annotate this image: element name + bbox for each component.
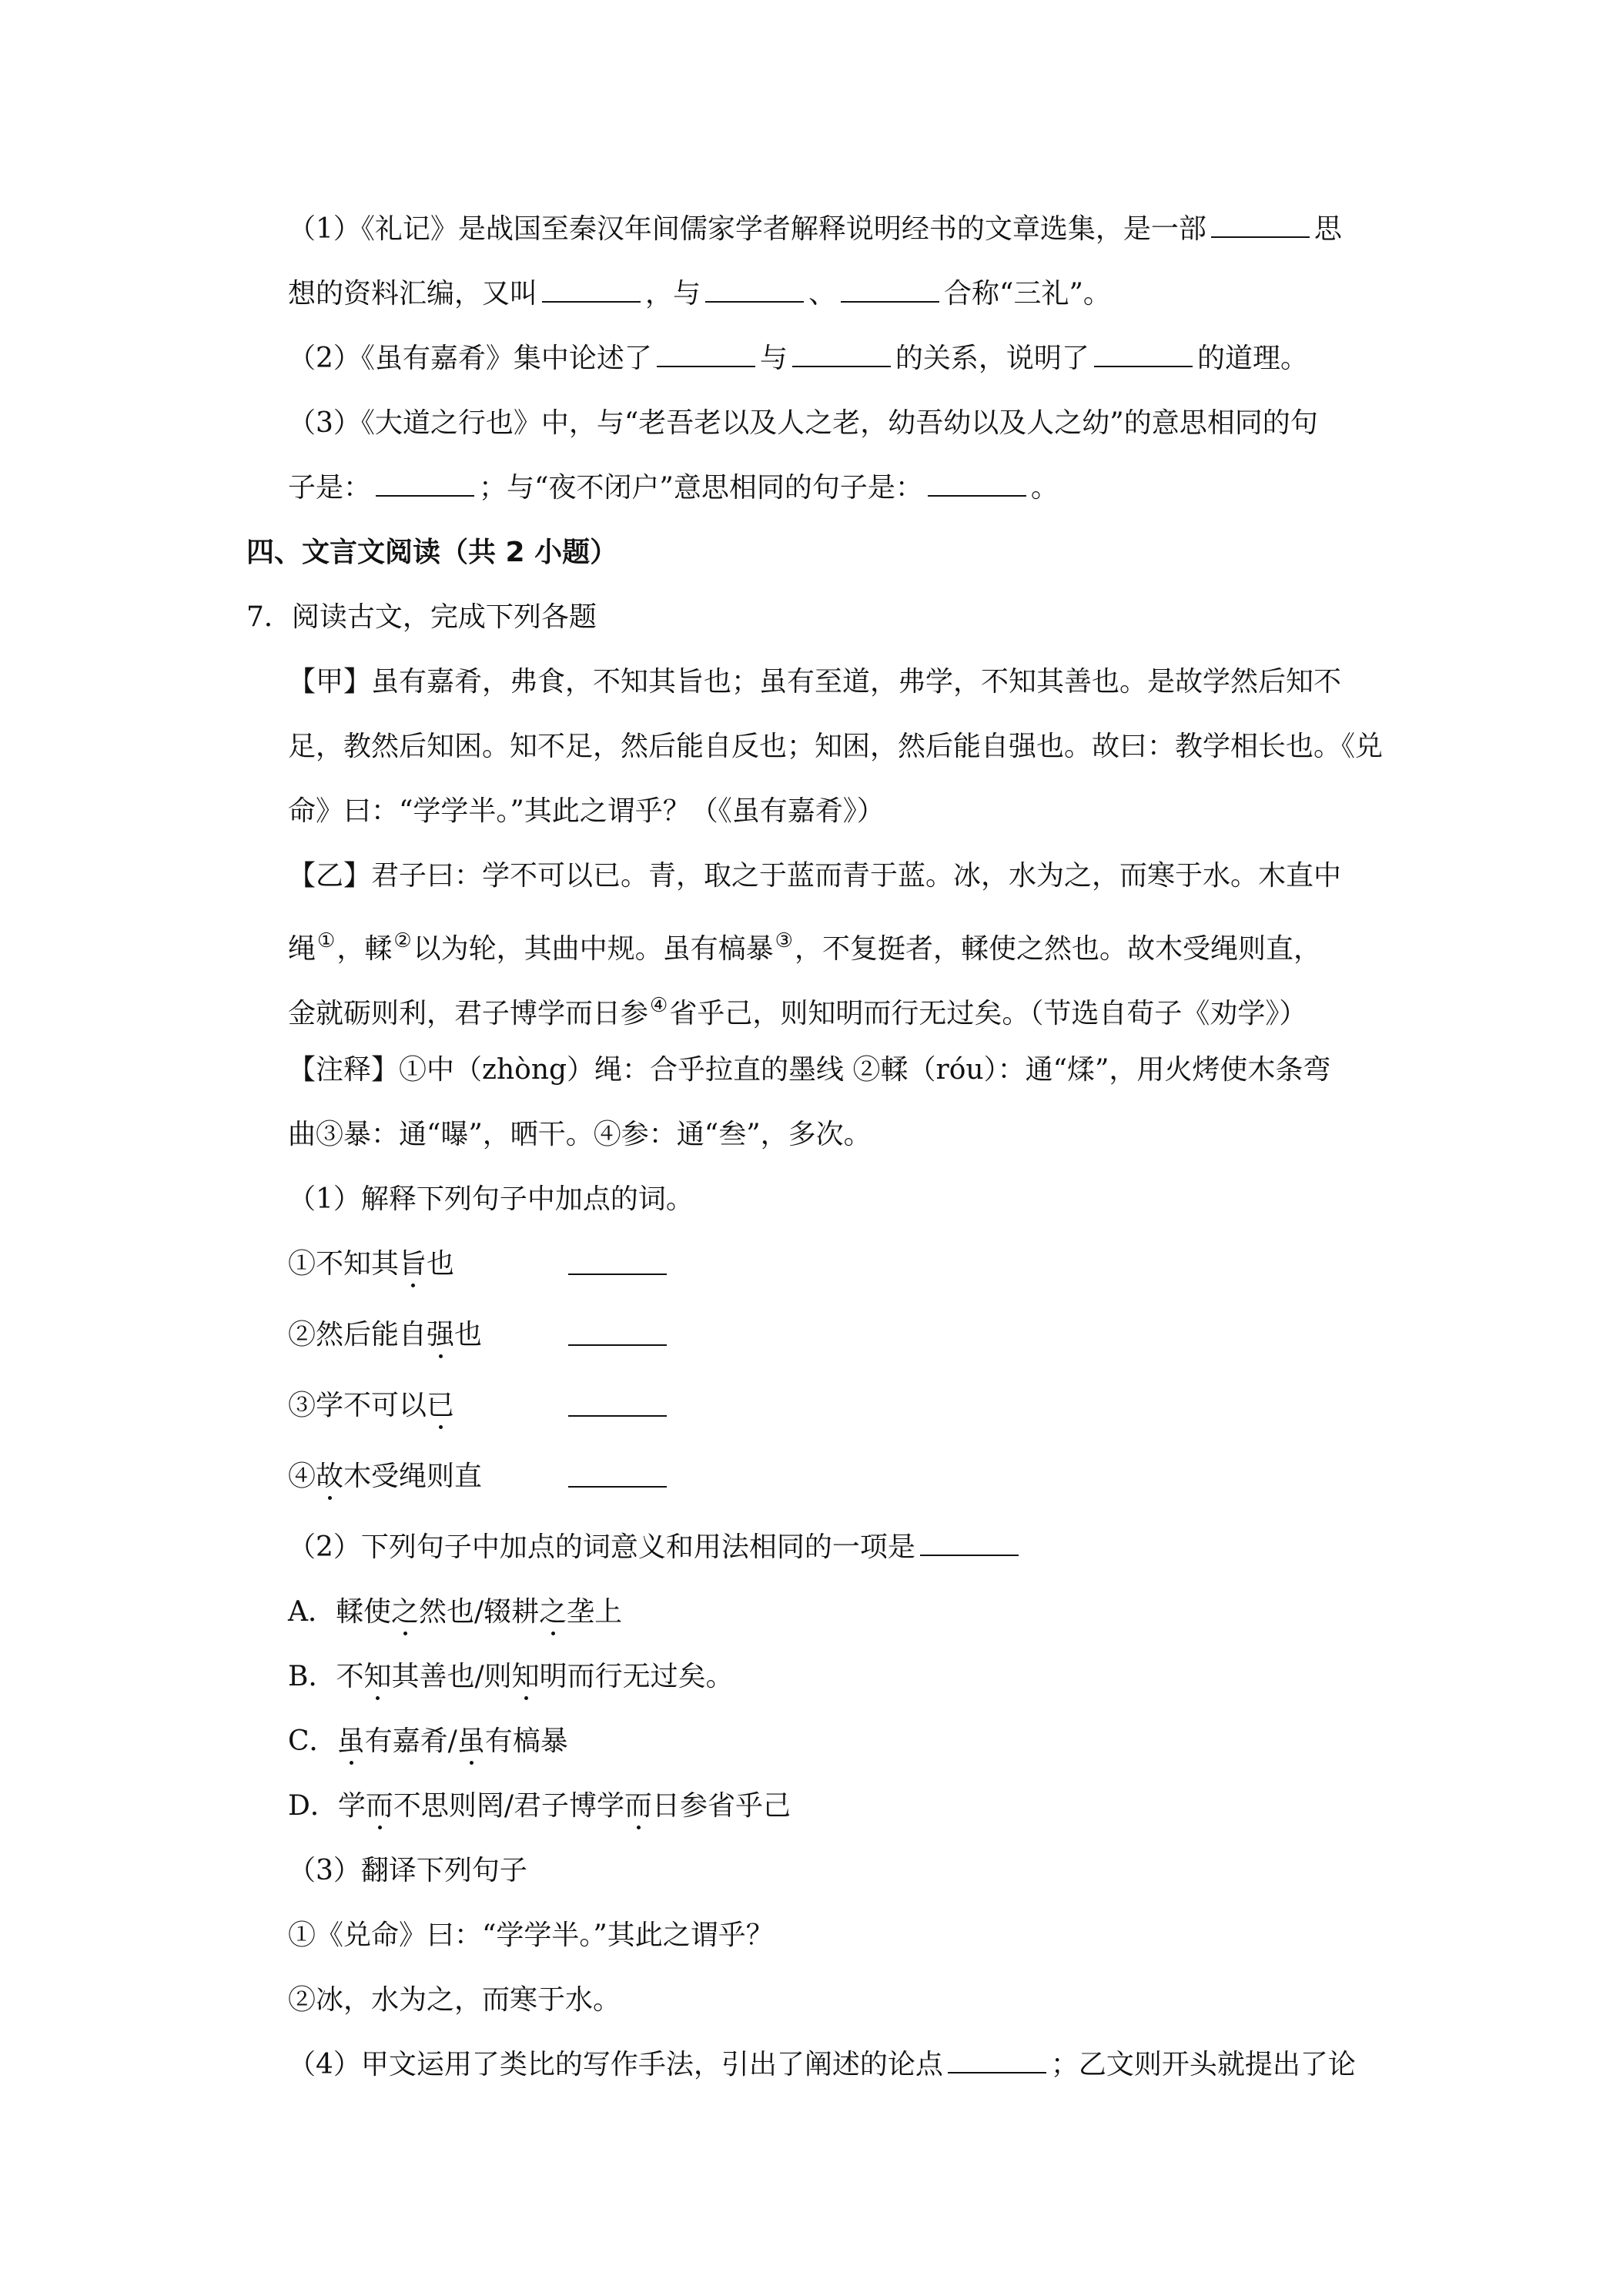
q6-sub3-text-c: ；与“夜不闭户”意思相同的句子是：	[479, 472, 923, 504]
passage-yi-line3	[288, 987, 1307, 1033]
word-item-2	[288, 1317, 482, 1354]
answer-blank[interactable]	[568, 1460, 667, 1488]
notes-line2: 曲③暴：通“曝”，晒干。④参：通“叁”，多次。	[288, 1119, 872, 1150]
passage-text: 省乎己，则知明而行无过矣。（节选自荀子《劝学》）	[669, 998, 1307, 1029]
passage-text: ，不复挺者，輮使之然也。故木受绳则直，	[794, 933, 1321, 965]
item-text: ②然后能自	[288, 1319, 427, 1350]
q6-sub2-line	[288, 340, 1308, 377]
sub-question-4	[288, 2047, 1356, 2083]
dotted-word: 之	[391, 1596, 420, 1628]
q6-sub1-text-b: 思	[1313, 213, 1342, 245]
dotted-word: 已	[427, 1390, 455, 1421]
option-text: 不思则罔/君子博学	[393, 1790, 625, 1822]
q6-sub1-text-a: （1）《礼记》是战国至秦汉年间儒家学者解释说明经书的文章选集，是一部	[288, 213, 1206, 245]
answer-blank[interactable]	[928, 472, 1026, 497]
word-item-4	[288, 1458, 482, 1495]
sub-question-1-title: （1）解释下列句子中加点的词。	[288, 1183, 694, 1215]
passage-jia-line3: 命》曰：“学学半。”其此之谓乎？（《虽有嘉肴》）	[288, 795, 885, 827]
passage-text: 以为轮，其曲中规。虽有槁暴	[413, 933, 774, 965]
answer-blank[interactable]	[568, 1247, 667, 1275]
q6-sub3-line2	[288, 470, 1059, 507]
item-text: ①不知其	[288, 1248, 400, 1280]
dotted-word: 虽	[336, 1725, 365, 1757]
dotted-word: 旨	[399, 1248, 427, 1280]
answer-blank[interactable]	[792, 343, 891, 367]
answer-blank[interactable]	[705, 278, 804, 303]
q6-sub1-text-d: ，与	[645, 278, 701, 310]
item-text: ④	[288, 1461, 316, 1492]
q6-sub2-text-c: 的关系，说明了	[895, 343, 1089, 374]
footnote-marker: ③	[775, 929, 793, 952]
q6-sub2-text-d: 的道理。	[1196, 343, 1308, 374]
option-a[interactable]	[288, 1594, 622, 1631]
q6-sub3-line1	[288, 405, 1318, 442]
q7-stem: 7．阅读古文，完成下列各题	[246, 601, 597, 633]
item-text: 木受绳则直	[343, 1461, 483, 1492]
option-text: 日参省乎己	[652, 1790, 791, 1822]
option-text: A．輮使	[288, 1596, 391, 1628]
dotted-word: 故	[316, 1461, 344, 1492]
translate-item-1: ①《兑命》曰：“学学半。”其此之谓乎？	[288, 1919, 774, 1951]
dotted-word: 知	[363, 1661, 392, 1692]
option-c[interactable]	[288, 1723, 568, 1760]
q6-sub1-line1	[288, 211, 1342, 248]
passage-text: ，輮	[336, 933, 393, 965]
item-text: ③学不可以	[288, 1390, 427, 1421]
q6-sub2-text-a: （2）《虽有嘉肴》集中论述了	[288, 343, 652, 374]
passage-yi-line2	[288, 922, 1321, 968]
item-text: 也	[427, 1248, 455, 1280]
option-text: 垄上	[567, 1596, 623, 1628]
answer-blank[interactable]	[376, 472, 474, 497]
q6-sub3-text-b: 子是：	[288, 472, 372, 504]
answer-blank[interactable]	[1094, 343, 1193, 367]
question-text: （2）下列句子中加点的词意义和用法相同的一项是	[288, 1531, 915, 1563]
answer-blank[interactable]	[948, 2049, 1046, 2073]
dotted-word: 强	[427, 1319, 455, 1350]
answer-blank[interactable]	[657, 343, 755, 367]
option-text: 其善也/则	[391, 1661, 512, 1692]
footnote-marker: ②	[393, 929, 412, 952]
dotted-word: 之	[539, 1596, 567, 1628]
section-heading: 四、文言文阅读（共 2 小题）	[246, 537, 618, 568]
passage-text: 金就砺则利，君子博学而日参	[288, 998, 649, 1029]
option-text: C．	[288, 1725, 337, 1757]
option-text: 明而行无过矣。	[539, 1661, 734, 1692]
q6-sub3-text-a: （3）《大道之行也》中，与“老吾老以及人之老，幼吾幼以及人之幼”的意思相同的句	[288, 407, 1318, 439]
dotted-word: 虽	[457, 1725, 485, 1757]
translate-item-2: ②冰，水为之，而寒于水。	[288, 1984, 621, 2016]
question-text: ；乙文则开头就提出了论	[1050, 2049, 1356, 2080]
q6-sub1-text-e: 、	[808, 278, 837, 310]
answer-blank[interactable]	[568, 1389, 667, 1417]
passage-yi-line1: 【乙】君子曰：学不可以已。青，取之于蓝而青于蓝。冰，水为之，而寒于水。木直中	[288, 860, 1342, 892]
option-b[interactable]	[288, 1658, 734, 1695]
passage-jia-line1: 【甲】虽有嘉肴，弗食，不知其旨也；虽有至道，弗学，不知其善也。是故学然后知不	[288, 666, 1342, 698]
dotted-word: 知	[511, 1661, 540, 1692]
option-text: D．学	[288, 1790, 366, 1822]
q6-sub1-line2	[288, 276, 1111, 313]
option-text: 有嘉肴/	[364, 1725, 457, 1757]
answer-blank[interactable]	[841, 278, 939, 303]
item-text: 也	[454, 1319, 483, 1350]
answer-blank[interactable]	[568, 1318, 667, 1346]
answer-blank[interactable]	[920, 1531, 1019, 1556]
q6-sub1-text-f: 合称“三礼”。	[944, 278, 1111, 310]
footnote-marker: ④	[650, 994, 668, 1017]
option-text: 然也/辍耕	[419, 1596, 540, 1628]
option-text: 有槁暴	[484, 1725, 568, 1757]
word-item-3	[288, 1387, 454, 1424]
footnote-marker: ①	[317, 929, 336, 952]
sub-question-2-title	[288, 1529, 1023, 1566]
dotted-word: 而	[365, 1790, 393, 1822]
answer-blank[interactable]	[1211, 213, 1310, 238]
question-text: （4）甲文运用了类比的写作手法，引出了阐述的论点	[288, 2049, 943, 2080]
sub-question-3-title: （3）翻译下列句子	[288, 1855, 527, 1886]
passage-text: 绳	[288, 933, 316, 965]
q6-sub1-text-c: 想的资料汇编，又叫	[288, 278, 538, 310]
option-text: B．不	[288, 1661, 364, 1692]
answer-blank[interactable]	[542, 278, 641, 303]
dotted-word: 而	[624, 1790, 653, 1822]
q6-sub2-text-b: 与	[759, 343, 788, 374]
option-d[interactable]	[288, 1788, 791, 1825]
word-item-1	[288, 1246, 454, 1283]
q6-sub3-text-d: 。	[1030, 472, 1059, 504]
passage-jia-line2: 足，教然后知困。知不足，然后能自反也；知困，然后能自强也。故曰：教学相长也。《兑	[288, 731, 1384, 762]
notes-line1: 【注释】①中（zhòng）绳：合乎拉直的墨线 ②輮（róu）：通“煣”，用火烤使木条弯	[288, 1054, 1331, 1086]
